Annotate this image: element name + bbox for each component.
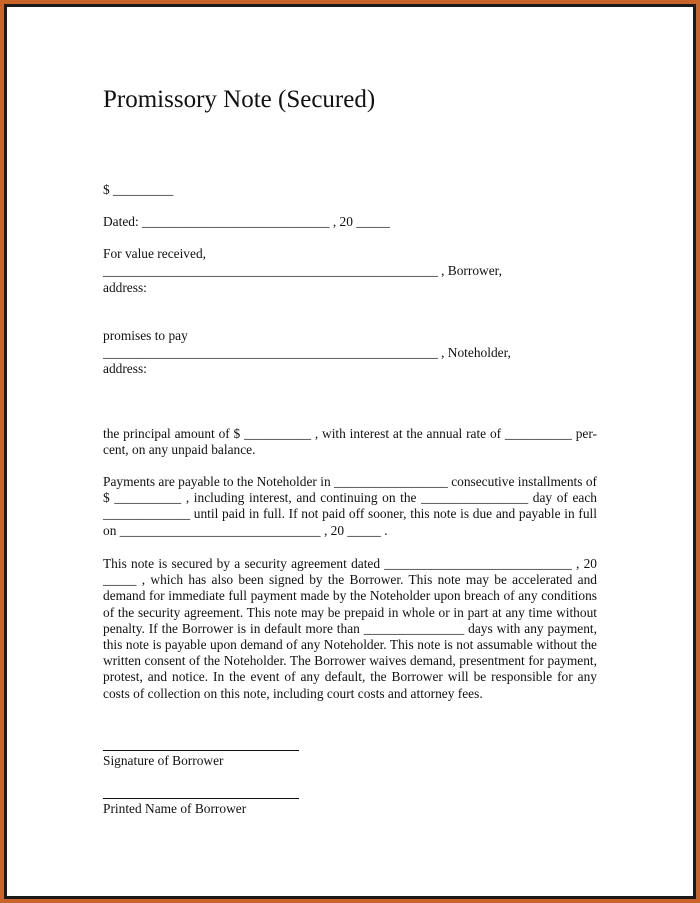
printed-name-label: Printed Name of Borrower: [103, 801, 247, 816]
for-value-received: For value received,: [103, 246, 206, 261]
borrower-line: __________________________________________________ , Borrower,: [103, 263, 502, 278]
noteholder-address-label: address:: [103, 361, 147, 376]
dated-line: Dated: ____________________________ , 20 _____: [103, 214, 390, 229]
principal-paragraph: the principal amount of $ __________ , with interest at the annual rate of __________ per-cent, on any unpaid balance.: [103, 426, 597, 458]
page-title: Promissory Note (Secured): [103, 86, 376, 113]
security-paragraph: This note is secured by a security agreement dated ____________________________ , 20 _____ , which has also been signed by the Borrower. This note may be accelerated and demand for immediate full payment made by the Noteholder upon breach of any conditions of the security agreement. This note may be prepaid in whole or in part at any time without penalty. If the Borrower is in default more than _______________ days with any payment, this note is payable upon demand of any Noteholder. This note is not assumable without the written consent of the Noteholder. The Borrower waives demand, presentment for payment, protest, and notice. In the event of any default, the Borrower will be responsible for any costs of collection on this note, including court costs and attorney fees.: [103, 556, 597, 701]
promises-to-pay: promises to pay: [103, 328, 188, 343]
borrower-address-label: address:: [103, 280, 147, 295]
noteholder-line: __________________________________________________ , Noteholder,: [103, 345, 511, 360]
signature-line: [103, 750, 299, 751]
signature-label: Signature of Borrower: [103, 753, 224, 768]
printed-name-line: [103, 798, 299, 799]
payments-paragraph: Payments are payable to the Noteholder in _________________ consecutive installments of $ __________ , including interest, and continuing on the ________________ day of each _____________ until paid in full. If not paid off sooner, this note is due and payable in full on ______________________________ , 20 _____ .: [103, 474, 597, 538]
amount-line: $ _________: [103, 182, 174, 197]
